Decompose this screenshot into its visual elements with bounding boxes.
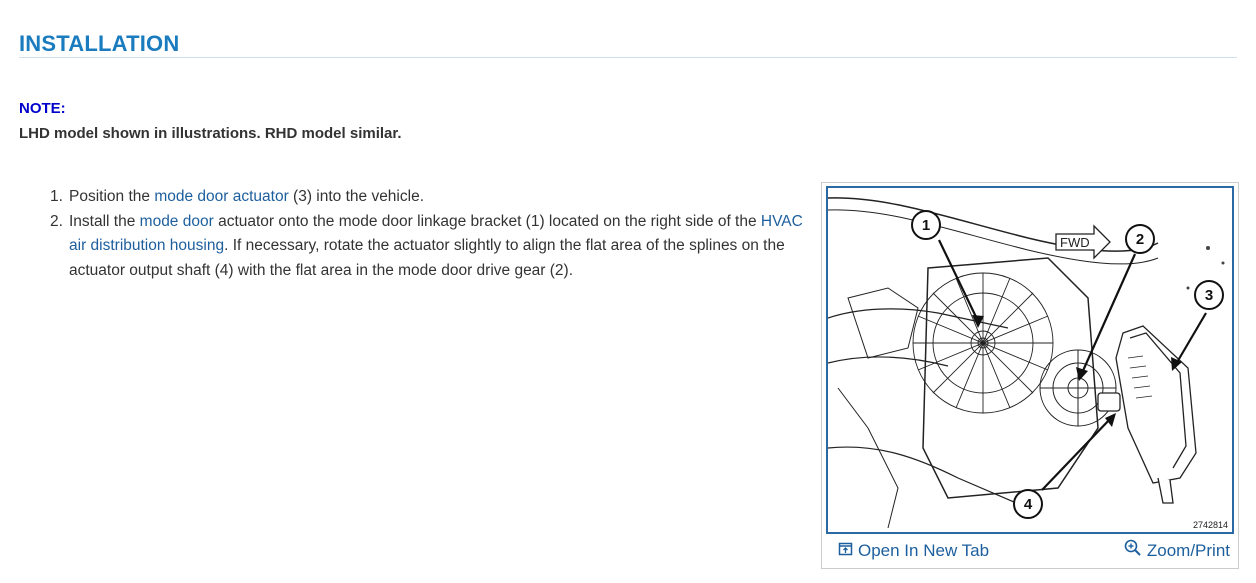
title-divider xyxy=(19,57,1237,58)
step-text: Install the xyxy=(69,212,140,230)
mode-door-actuator-link[interactable]: mode door actuator xyxy=(154,188,289,205)
open-in-new-tab-label: Open In New Tab xyxy=(858,541,990,560)
step-text: Position the xyxy=(69,188,155,205)
section-title: INSTALLATION xyxy=(19,31,180,56)
open-in-new-tab-icon xyxy=(838,541,853,561)
callout-1: 1 xyxy=(921,217,931,234)
callout-3: 3 xyxy=(1204,287,1214,304)
zoom-print-label: Zoom/Print xyxy=(1146,540,1230,560)
note-text: LHD model shown in illustrations. RHD model similar. xyxy=(19,125,402,142)
figure-actions xyxy=(822,537,1238,568)
step-1 xyxy=(50,185,820,210)
step-text: actuator onto the mode door linkage bracket (1) located on the right side of the xyxy=(213,212,761,230)
mode-door-link[interactable]: mode door xyxy=(139,212,214,230)
step-2 xyxy=(50,210,820,284)
step-number: 1. xyxy=(50,188,63,205)
illustration-drawing xyxy=(828,188,1232,532)
figure-panel xyxy=(821,182,1239,569)
step-text: . If necessary, rotate the actuator slightly to align the flat area of the splines on the actuator output shaft (4) with the flat area in the mode door drive gear (2). xyxy=(69,237,785,279)
callout-4: 4 xyxy=(1023,496,1033,513)
open-in-new-tab-button[interactable] xyxy=(838,541,989,561)
zoom-in-icon xyxy=(1124,539,1142,562)
note-label: NOTE: xyxy=(19,100,66,117)
figure-id: 2742814 xyxy=(1192,520,1228,530)
step-text: (3) into the vehicle. xyxy=(288,188,424,205)
hvac-air-distribution-housing-link[interactable]: HVAC air distribution housing xyxy=(69,212,803,254)
step-number: 2. xyxy=(50,212,63,230)
callout-2: 2 xyxy=(1135,231,1145,248)
zoom-print-button[interactable] xyxy=(1124,539,1230,562)
installation-steps xyxy=(50,185,820,283)
fwd-label: FWD xyxy=(1060,235,1090,250)
installation-illustration[interactable] xyxy=(826,186,1234,534)
